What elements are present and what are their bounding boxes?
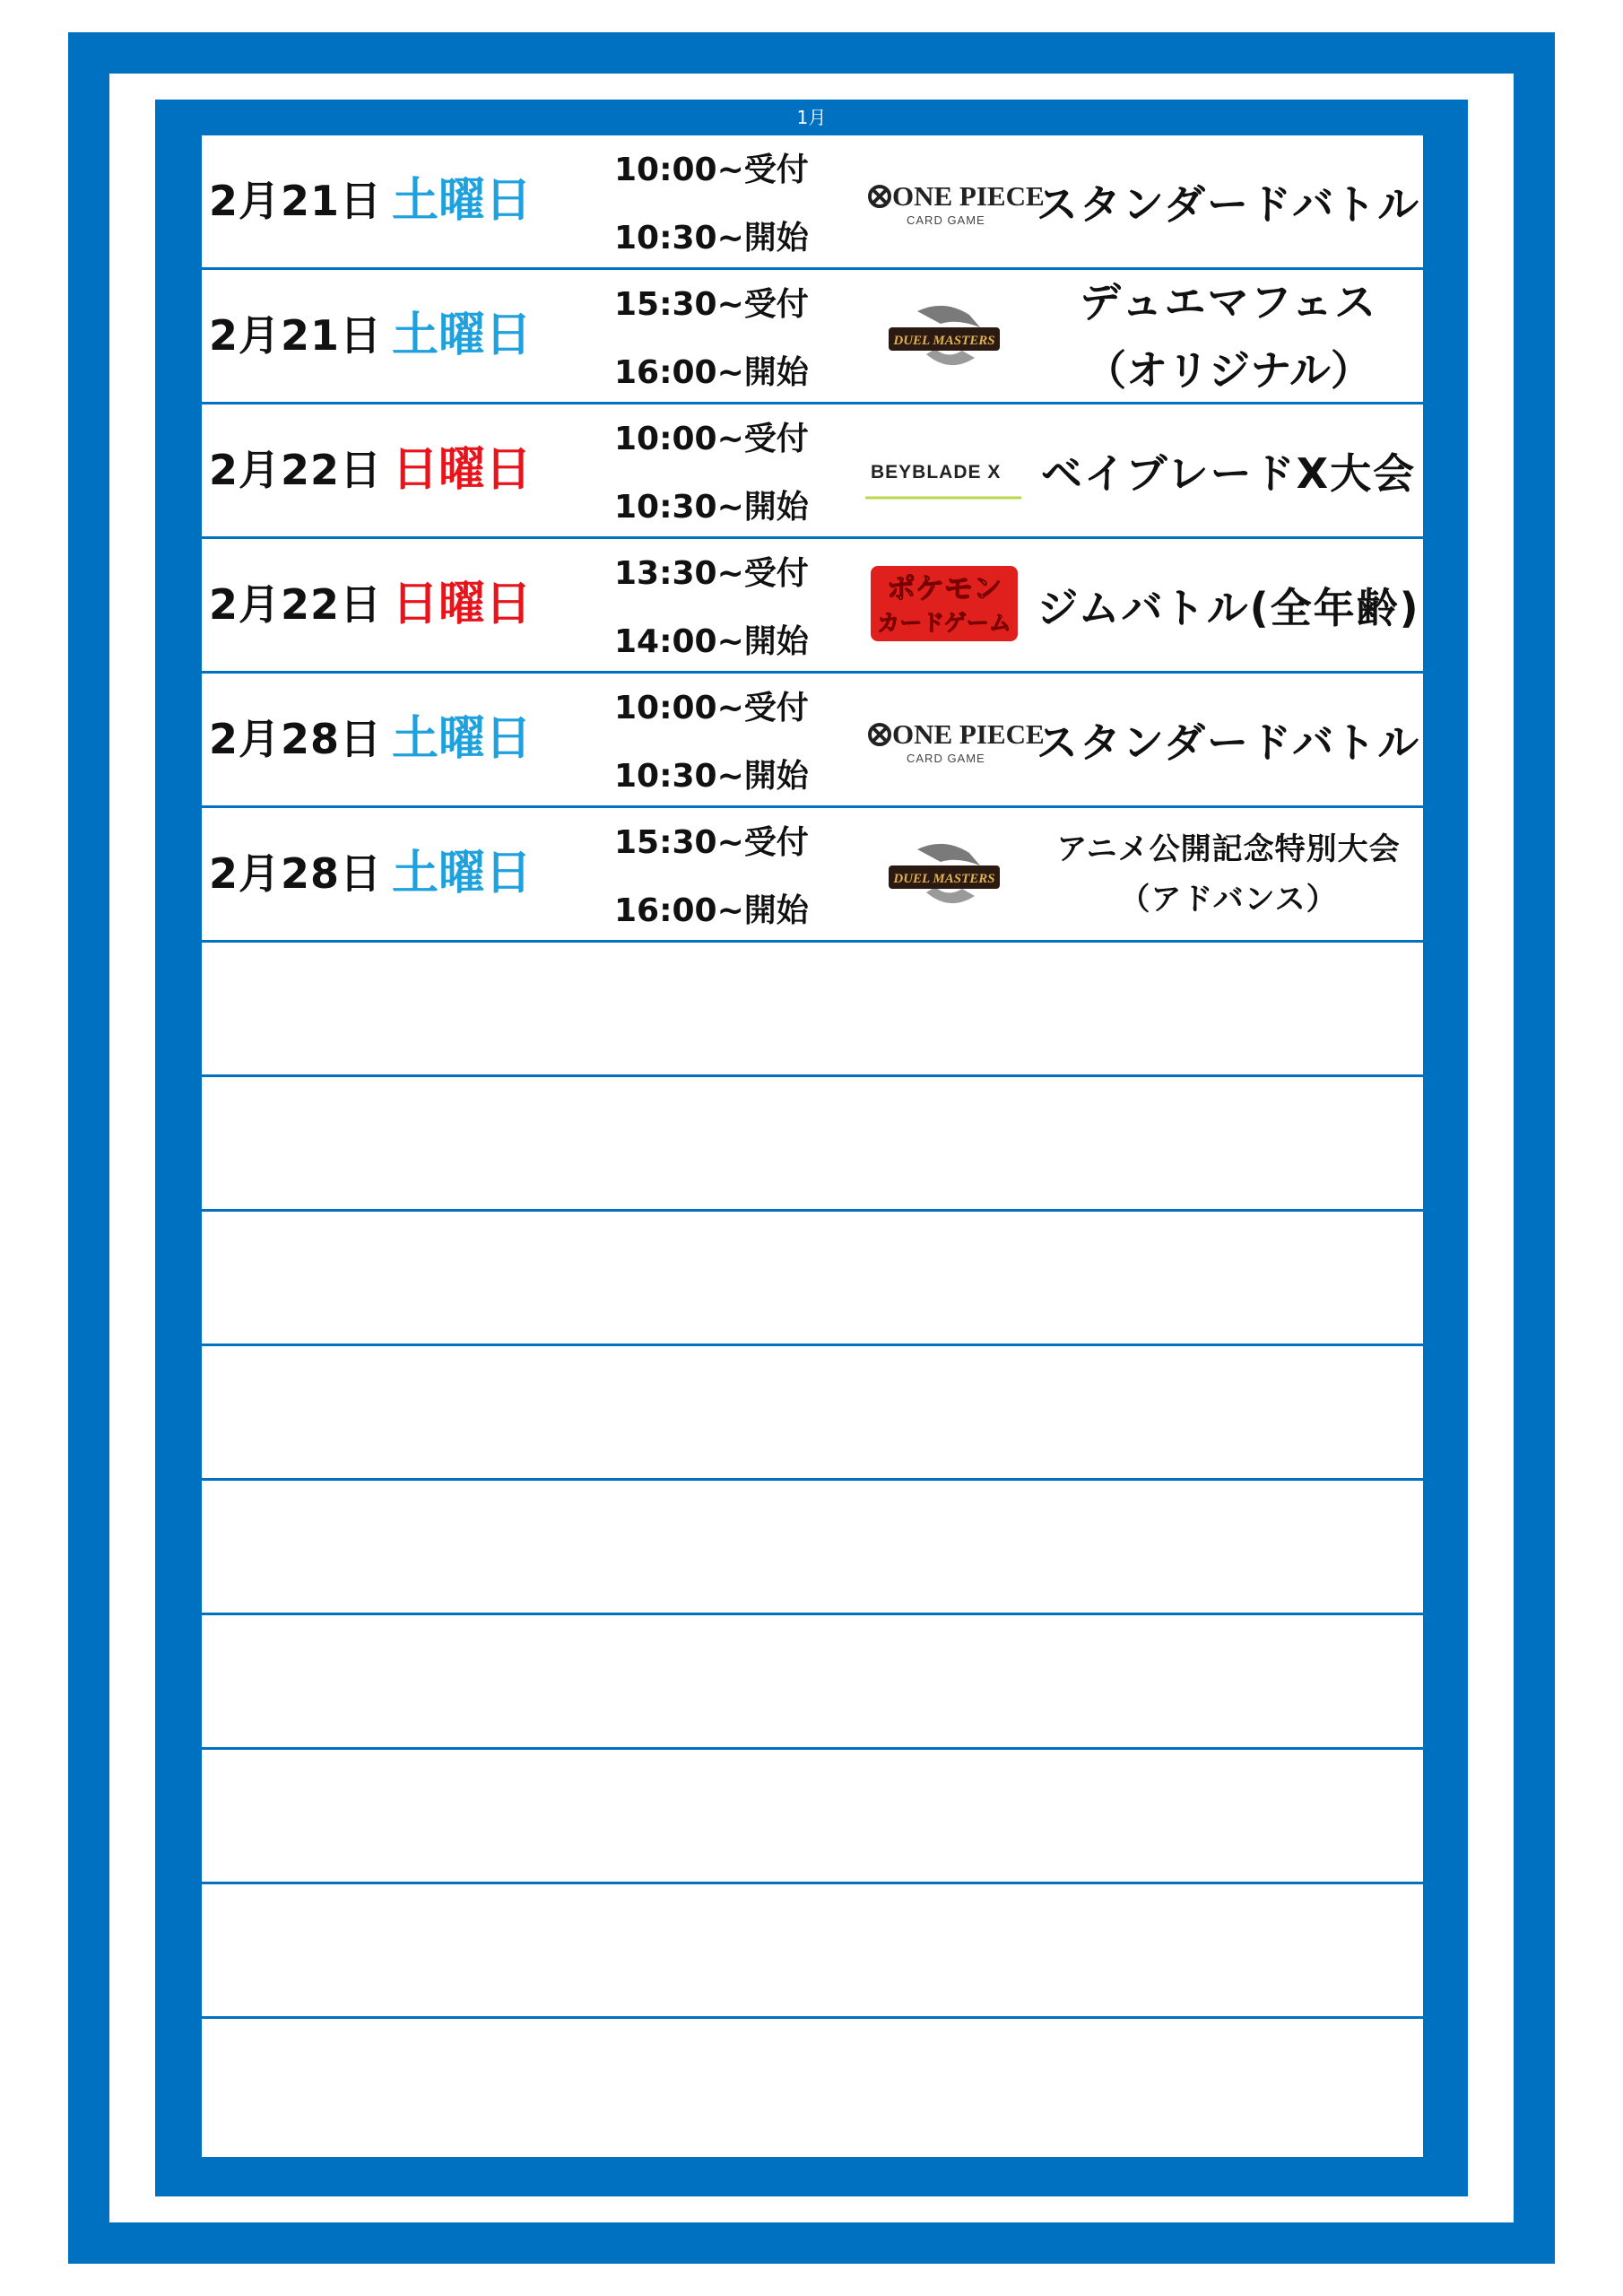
start-time: 16:00~開始 — [614, 892, 809, 929]
event-day: 日曜日 — [392, 578, 533, 631]
one-piece-logo — [864, 157, 1045, 247]
start-time: 14:00~開始 — [614, 623, 809, 660]
event-title-line: デュエマフェス — [1079, 277, 1378, 326]
start-time: 10:30~開始 — [614, 758, 809, 795]
pokemon-card-game-logo — [864, 561, 1025, 650]
reception-time: 10:00~受付 — [614, 690, 809, 726]
empty-row — [202, 1346, 1423, 1481]
event-title-line: アニメ公開記念特別大会 — [1056, 831, 1401, 867]
event-day: 土曜日 — [392, 174, 533, 228]
empty-row — [202, 943, 1423, 1077]
duel-masters-logo-text: DUEL MASTERS — [893, 872, 995, 886]
event-title-line: ベイブレードX大会 — [1040, 448, 1417, 498]
event-row — [202, 404, 1423, 539]
event-date: 2月21日 — [209, 177, 383, 225]
event-date: 2月22日 — [209, 446, 383, 494]
event-title-line: （アドバンス） — [1119, 881, 1338, 918]
empty-row — [202, 1615, 1423, 1750]
event-day: 土曜日 — [392, 712, 533, 766]
beyblade-logo-text: BEYBLADE X — [871, 462, 1002, 483]
one-piece-logo-text: ONE PIECE — [892, 180, 1045, 212]
event-title-line: スタンダードバトル — [1036, 718, 1421, 767]
start-time: 16:00~開始 — [614, 354, 809, 391]
duel-masters-logo-text: DUEL MASTERS — [893, 334, 995, 348]
reception-time: 15:30~受付 — [614, 286, 809, 323]
empty-row — [202, 1481, 1423, 1615]
event-title — [1037, 539, 1420, 671]
event-title — [1040, 808, 1417, 940]
event-row — [202, 808, 1423, 943]
one-piece-logo-subtext: CARD GAME — [907, 752, 985, 765]
event-day: 土曜日 — [392, 309, 533, 362]
event-row — [202, 539, 1423, 674]
empty-row — [202, 1750, 1423, 1884]
event-row — [202, 674, 1423, 808]
event-title-line: スタンダードバトル — [1036, 179, 1421, 229]
one-piece-logo-text: ONE PIECE — [892, 718, 1045, 750]
reception-time: 15:30~受付 — [614, 824, 809, 861]
beyblade-x-logo — [864, 426, 1025, 516]
empty-row — [202, 1884, 1423, 2019]
reception-time: 10:00~受付 — [614, 152, 809, 188]
empty-row — [202, 1212, 1423, 1346]
event-title — [1036, 674, 1421, 805]
event-day: 土曜日 — [392, 847, 533, 900]
schedule-sheet — [202, 135, 1423, 2157]
event-row — [202, 270, 1423, 404]
event-date: 2月28日 — [209, 849, 383, 898]
pokemon-logo-line2: カードゲーム — [877, 610, 1011, 636]
event-title-line: ジムバトル(全年齢) — [1037, 583, 1420, 632]
event-title — [1040, 404, 1417, 536]
duel-masters-logo — [864, 291, 1025, 381]
event-row — [202, 135, 1423, 270]
empty-row — [202, 2019, 1423, 2157]
start-time: 10:30~開始 — [614, 220, 809, 257]
reception-time: 13:30~受付 — [614, 555, 809, 592]
start-time: 10:30~開始 — [614, 489, 809, 526]
event-title-line: （オリジナル） — [1085, 345, 1372, 395]
event-date: 2月21日 — [209, 311, 383, 360]
one-piece-logo-subtext: CARD GAME — [907, 213, 985, 227]
pokemon-logo-line1: ポケモン — [886, 571, 1002, 605]
schedule-board — [155, 100, 1468, 2196]
duel-masters-logo — [864, 830, 1025, 919]
empty-row — [202, 1077, 1423, 1212]
event-date: 2月28日 — [209, 715, 383, 763]
event-date: 2月22日 — [209, 580, 383, 629]
reception-time: 10:00~受付 — [614, 421, 809, 457]
event-title — [1036, 135, 1421, 267]
event-title — [1040, 270, 1417, 402]
one-piece-logo — [864, 695, 1045, 785]
month-label: 1月 — [796, 107, 827, 128]
event-day: 日曜日 — [392, 443, 533, 497]
